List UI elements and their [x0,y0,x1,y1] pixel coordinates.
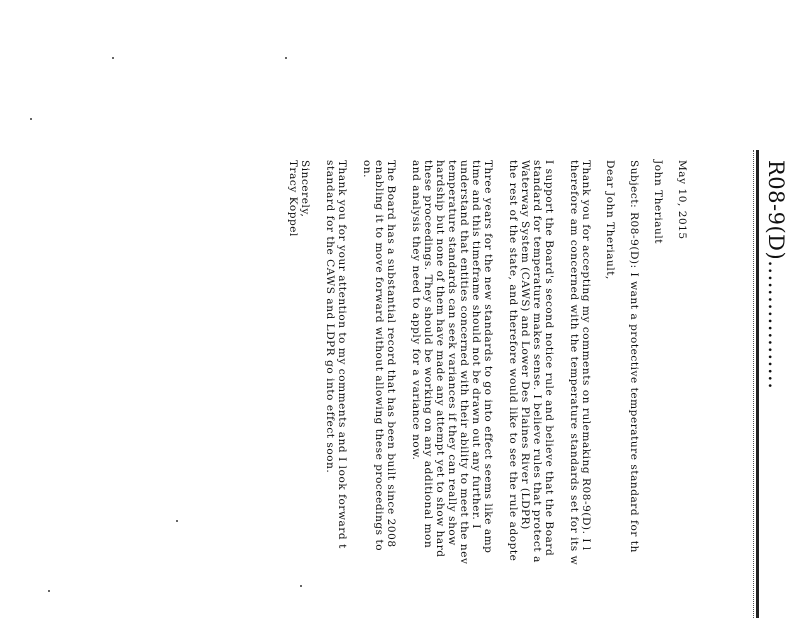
paragraph-line: Thank you for your attention to my comments and I look forward t [336,160,348,549]
paragraph-line: therefore am concerned with the temperature standards set for its w [568,160,580,566]
paragraph-line: Waterway System (CAWS) and Lower Des Plaines River (LDPR) [519,160,531,530]
letter-date: May 10, 2015 [676,160,688,240]
paragraph-line: these proceedings. They should be working on any additional mon [422,160,434,549]
document-heading: R08-9(D).................. [764,160,788,390]
paragraph-line: the rest of the state, and therefore would like to see the rule adopte [507,160,519,562]
paragraph-line: on. [361,160,373,179]
paragraph-line: Three years for the new standards to go into effect seems like amp [482,160,494,554]
scan-speck [176,520,178,522]
letter-salutation: Dear John Theriault, [604,160,616,280]
scan-speck [112,57,114,59]
scan-speck [300,585,302,587]
letter-recipient: John Theriault [652,160,664,245]
scan-speck [30,118,32,120]
letter-subject: Subject: R08-9(D): I want a protective temperature standard for th [628,160,640,553]
letter-closing: Sincerely, [299,160,311,218]
paragraph-line: hardship but none of them have made any attempt yet to show hard [434,160,446,558]
rotated-letter [287,0,800,618]
heading-rule [756,150,759,618]
paragraph-line: time and this timeframe should not be drawn out any further. I [470,160,482,529]
paragraph-line: understand that entities concerned with their ability to meet the nev [458,160,470,565]
paragraph-line: temperature standards can seek variances if they can really show [446,160,458,546]
paragraph-line: The Board has a substantial record that has been built since 2008 [385,160,397,548]
paragraph-line: Thank you for accepting my comments on rulemaking R08-9(D). I l [580,160,592,551]
paragraph-line: standard for the CAWS and LDPR go into effect soon. [324,160,336,474]
scan-speck [285,57,287,59]
heading-rule-dotted [753,150,754,618]
scan-speck [48,590,50,592]
paragraph-line: standard for temperature makes sense. I believe rules that protect a [531,160,543,563]
paragraph-line: enabling it to move forward without allowing these proceedings to [373,160,385,552]
paragraph-line: and analysis they need to apply for a variance now. [410,160,422,461]
letter-signature: Tracy Koppel [287,160,299,237]
paragraph-line: I support the Board's second notice rule and believe that the Board [543,160,555,557]
